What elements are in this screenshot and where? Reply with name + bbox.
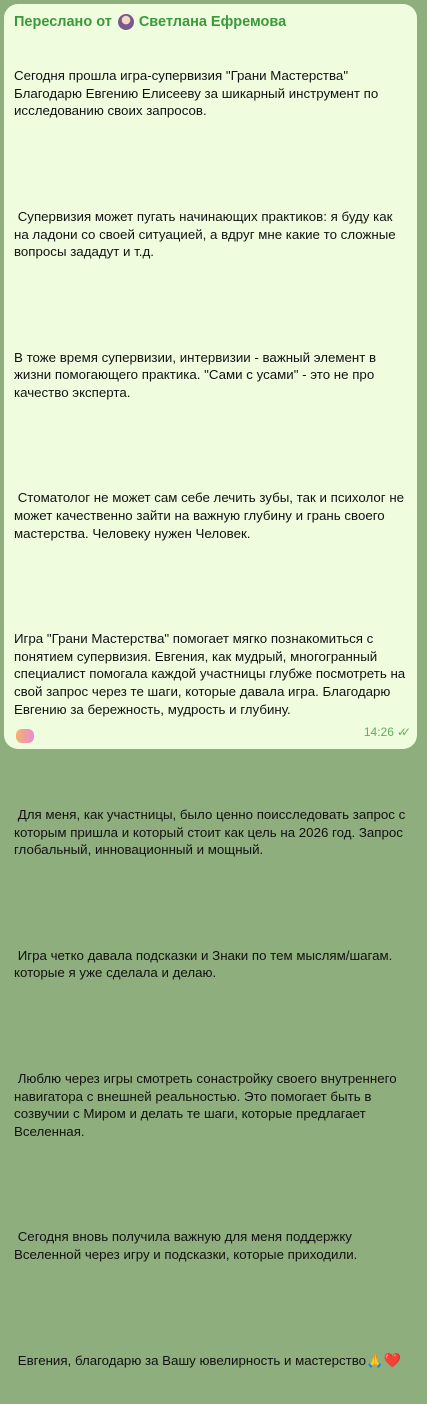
message-meta — [364, 725, 411, 739]
forward-prefix: Переслано от — [14, 14, 112, 30]
paragraph-spacer — [14, 155, 407, 173]
message-paragraph: Стоматолог не может сам себе лечить зубы, так и психолог не может качественно зайти на важную глубину и грань своего мастерства. Человеку нужен Человек. — [14, 490, 408, 541]
message-time: 14:26 — [363, 725, 394, 739]
pray-icon: 🙏 — [366, 1351, 384, 1368]
message-paragraph: Люблю через игры смотреть сонастройку своего внутреннего навигатора с внешней реальностью. Это помогает быть в созвучии с Миром и делать те шаги, которые предлагает Вселенная. — [14, 1071, 401, 1139]
forward-author[interactable]: Светлана Ефремова — [138, 14, 287, 30]
paragraph-spacer — [14, 296, 407, 314]
message-text — [14, 32, 407, 1404]
message-paragraph: Игра четко давала подсказки и Знаки по тем мыслям/шагам. которые я уже сделала и делаю. — [14, 947, 397, 981]
paragraph-spacer — [14, 753, 407, 771]
paragraph-spacer — [14, 1299, 407, 1317]
paragraph-spacer — [14, 577, 407, 595]
message-last-line — [14, 1352, 407, 1370]
message-paragraph: Супервизия может пугать начинающих практиков: я буду как на ладони со своей ситуацией, а вдруг мне какие то сложные вопросы зададут и т.д. — [14, 208, 400, 260]
message-paragraph: Сегодня вновь получила важную для меня поддержку Вселенной через игру и подсказки, которые приходили. — [14, 1229, 358, 1262]
last-line-text: Евгения, благодарю за Вашу ювелирность и мастерство — [14, 1352, 367, 1368]
message-paragraph: Для меня, как участницы, было ценно поисследовать запрос с которым пришла и который стоит как цель на 2026 год. Запрос глобальный, инновационный и мощный. — [14, 807, 409, 858]
message-paragraph: В тоже время супервизии, интервизии - важный элемент в жизни помогающего практика. "Сами с усами" - это не про качество эксперта. — [14, 349, 380, 400]
paragraph-spacer — [14, 437, 407, 455]
reaction-icon[interactable] — [16, 729, 34, 743]
avatar-icon[interactable] — [118, 14, 134, 30]
message-bubble[interactable] — [4, 4, 417, 1368]
double-check-icon: ✓✓ — [396, 725, 405, 739]
paragraph-spacer — [14, 1176, 407, 1194]
paragraph-spacer — [14, 894, 407, 912]
message-paragraph: Игра "Грани Мастерства" помогает мягко познакомиться с понятием супервизия. Евгения, как мудрый, многогранный специалист помогала каждой участницы глубже посмотреть на свой запрос через те шаги, которые давала игра. Благодарю Евгению за бережность, мудрость и глубину. — [14, 631, 409, 717]
forward-header[interactable] — [14, 12, 407, 32]
message-paragraph: Сегодня прошла игра-супервизия "Грани Мастерства" Благодарю Евгению Елисееву за шикарный инструмент по исследованию своих запросов. — [14, 68, 382, 119]
paragraph-spacer — [14, 1017, 407, 1035]
heart-icon: ❤️ — [383, 1351, 401, 1368]
